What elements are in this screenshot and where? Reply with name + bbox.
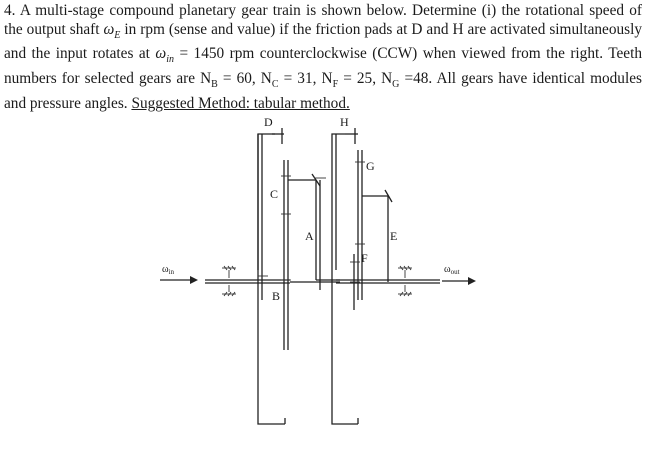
label-e: E bbox=[390, 229, 398, 243]
n-f-subscript: F bbox=[332, 78, 339, 90]
sun-gear-b bbox=[258, 270, 268, 300]
n-g-subscript: G bbox=[392, 78, 400, 90]
problem-number: 4. bbox=[4, 2, 16, 19]
input-arrow bbox=[160, 276, 198, 284]
label-g: G bbox=[366, 159, 375, 173]
label-f: F bbox=[361, 251, 368, 265]
output-arrow bbox=[442, 277, 476, 285]
problem-text-3: = 1450 rpm counterclockwise (CCW) when viewed from the right. Teeth numbers for selected gears are N bbox=[4, 45, 642, 87]
omega-e-symbol: ω bbox=[103, 20, 115, 38]
suggested-method: Suggested Method: tabular method. bbox=[131, 94, 350, 112]
problem-text-2: in rpm (sense and value) if the friction pads at D and H are activated simultaneously and the input rotates at bbox=[4, 20, 642, 63]
output-bearing bbox=[398, 266, 412, 296]
n-b-subscript: B bbox=[211, 78, 218, 90]
input-bearing bbox=[222, 266, 236, 296]
label-b: B bbox=[272, 289, 281, 303]
planet-gear-g bbox=[355, 150, 365, 300]
omega-in-symbol: ω bbox=[155, 45, 167, 63]
carrier-right-e bbox=[362, 190, 392, 282]
output-omega-label: $\omega_{out}$ bbox=[444, 264, 460, 276]
planet-gear-c bbox=[281, 160, 291, 350]
n-c-subscript: C bbox=[271, 78, 279, 90]
label-c: C bbox=[270, 187, 279, 201]
omega-in-subscript: in bbox=[166, 54, 174, 66]
problem-text-5: = 31, N bbox=[278, 69, 333, 87]
carrier-left bbox=[288, 174, 320, 280]
problem-text-6: = 25, N bbox=[338, 69, 393, 87]
label-a: A bbox=[305, 229, 314, 243]
gear-f bbox=[350, 254, 360, 310]
label-h: H bbox=[340, 115, 349, 129]
omega-e-subscript: E bbox=[114, 29, 121, 41]
problem-text-7: =48. All gears have identical modules and pressure angles. bbox=[4, 69, 642, 112]
input-omega-label: $\omega_{in}$ bbox=[162, 264, 175, 276]
problem-text-1: A multi-stage compound planetary gear train is shown below. Determine (i) the rotational speed of the output shaft bbox=[4, 2, 642, 38]
label-d: D bbox=[264, 115, 273, 129]
problem-text-4: = 60, N bbox=[217, 69, 272, 87]
